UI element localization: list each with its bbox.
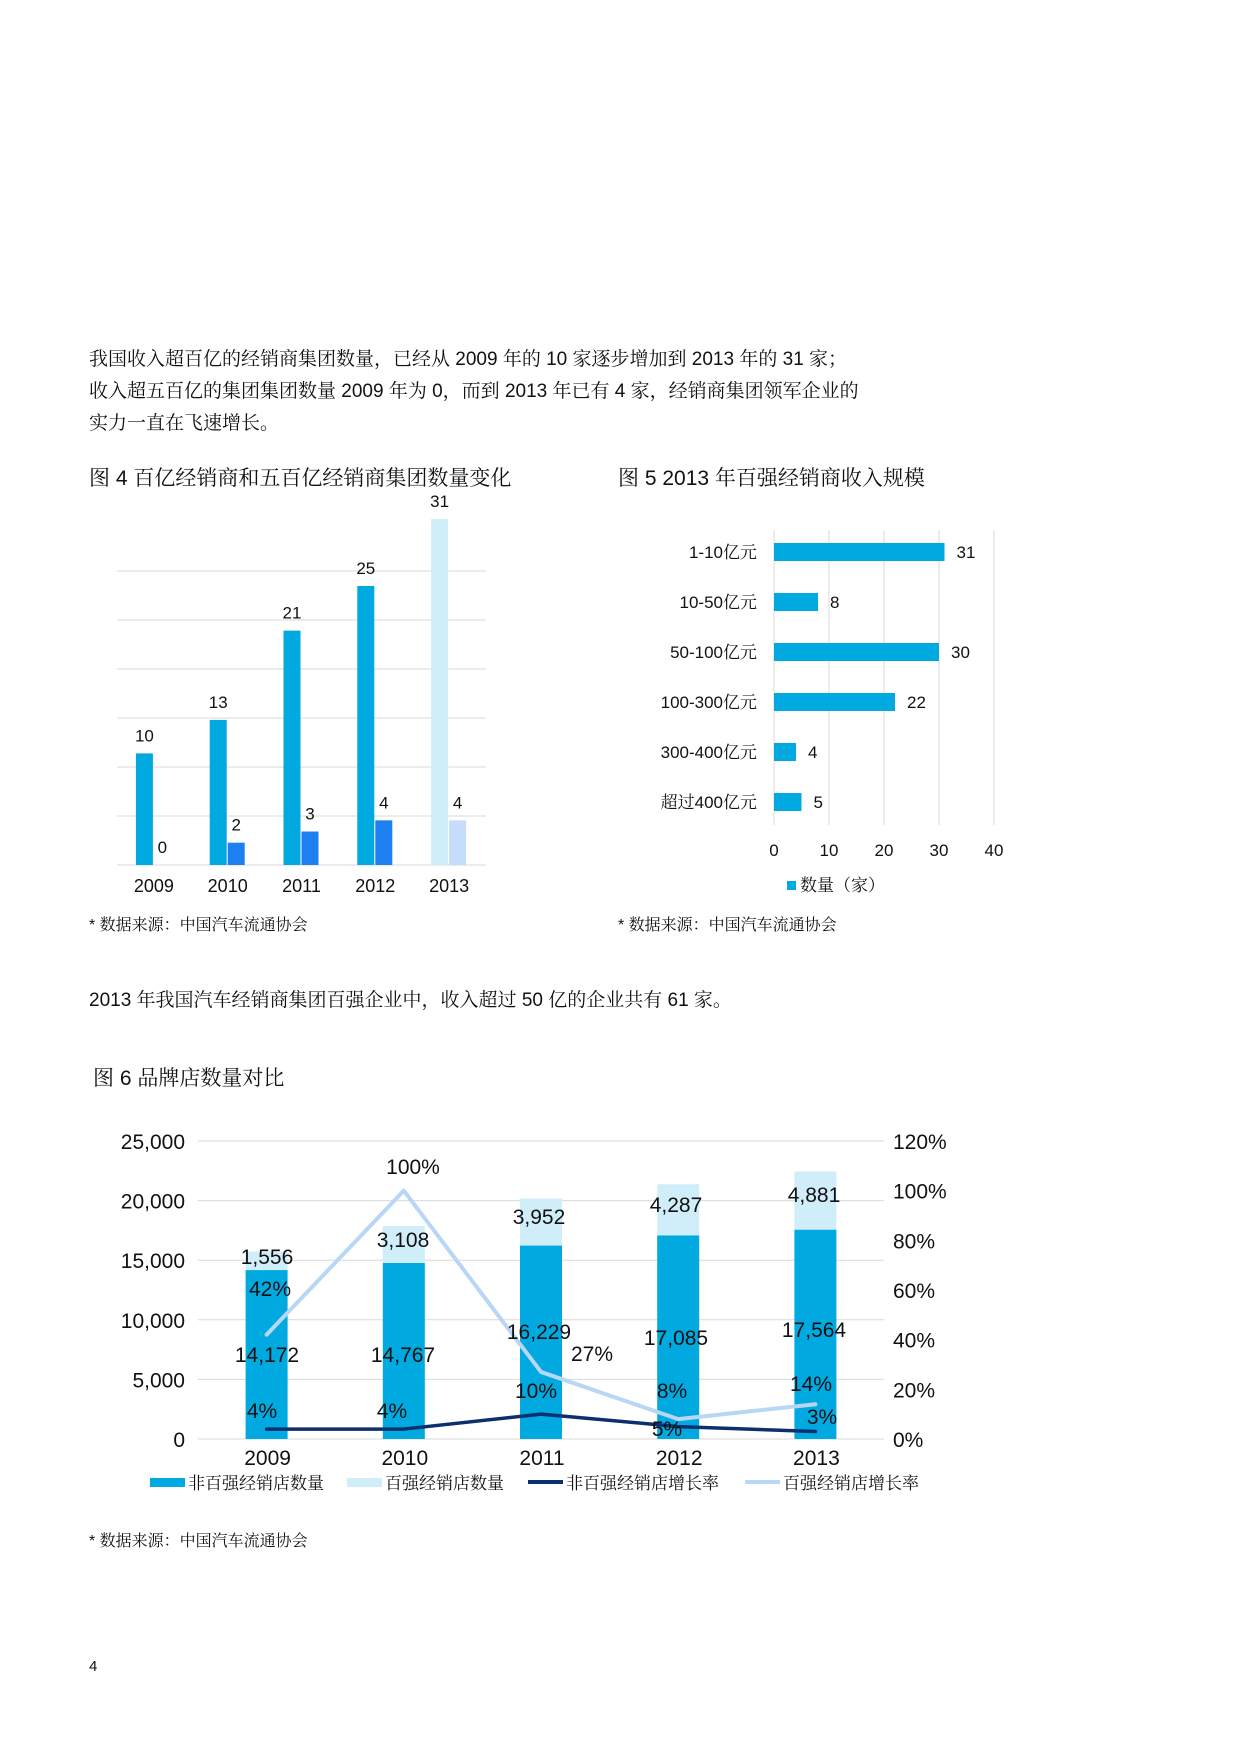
fig4-bar <box>302 832 319 865</box>
fig4-data-label: 4 <box>379 793 389 813</box>
fig6-legend-swatch <box>150 1478 185 1487</box>
fig6-label-top100: 4,287 <box>649 1194 703 1217</box>
fig6-label-top100: 3,952 <box>512 1206 566 1229</box>
fig6-legend-label: 百强经销店数量 <box>385 1474 504 1493</box>
fig6-x-tick: 2009 <box>244 1447 291 1470</box>
fig6-y-tick: 0 <box>173 1429 185 1452</box>
fig6-label-top100: 4,881 <box>787 1184 841 1207</box>
fig6-x-tick: 2012 <box>655 1447 703 1470</box>
fig6-label-non-top100: 17,564 <box>781 1319 847 1342</box>
intro-line: 实力一直在飞速增长。 <box>89 413 280 434</box>
fig6-legend-swatch <box>347 1478 382 1487</box>
fig4-data-label: 4 <box>452 793 463 813</box>
fig6-label-non-top100: 16,229 <box>506 1321 572 1344</box>
fig6-label-top100: 3,108 <box>376 1229 430 1252</box>
fig6-label-non-top100-growth: 3% <box>806 1406 838 1429</box>
fig6-label-top100-growth: 14% <box>789 1373 833 1396</box>
fig4-bar <box>431 519 448 865</box>
fig5-bar <box>774 743 796 761</box>
fig4-data-label: 21 <box>282 603 302 623</box>
fig5-bar <box>774 593 818 611</box>
fig4-bar <box>228 843 245 865</box>
fig6-y2-tick: 20% <box>893 1379 936 1403</box>
page-number: 4 <box>89 1658 98 1675</box>
fig5-data-label: 31 <box>956 543 976 562</box>
fig5-legend-swatch <box>787 881 796 890</box>
fig6-y-tick: 25,000 <box>120 1131 185 1154</box>
fig6-y2-tick: 0% <box>893 1429 924 1452</box>
fig6-y2-tick: 120% <box>893 1131 947 1154</box>
fig5-bar <box>774 643 939 661</box>
fig4-x-tick: 2009 <box>133 876 174 896</box>
fig6-label-top100: 1,556 <box>240 1246 294 1269</box>
fig6-label-non-top100: 14,767 <box>370 1344 436 1367</box>
fig5-data-label: 8 <box>830 593 840 612</box>
fig6-label-top100-growth: 100% <box>386 1156 440 1179</box>
fig6-label-non-top100-growth: 4% <box>376 1400 408 1423</box>
fig5-y-tick: 10-50亿元 <box>679 593 757 612</box>
fig5-y-tick: 300-400亿元 <box>660 743 757 762</box>
fig6-label-top100-growth: 27% <box>570 1343 614 1366</box>
fig4-data-label: 25 <box>356 558 376 578</box>
fig4-title: 图 4 百亿经销商和五百亿经销商集团数量变化 <box>89 467 512 490</box>
fig6-label-non-top100: 17,085 <box>643 1327 709 1350</box>
fig5-x-tick: 10 <box>819 841 839 860</box>
fig5-bar <box>774 543 945 561</box>
intro-line: 我国收入超百亿的经销商集团数量，已经从 2009 年的 10 家逐步增加到 2013 年的 31 家； <box>89 349 848 370</box>
fig4-data-label: 0 <box>157 838 168 857</box>
fig6-label-non-top100-growth: 4% <box>246 1400 278 1423</box>
fig5-bar <box>774 693 895 711</box>
fig5-y-tick: 50-100亿元 <box>670 643 757 662</box>
fig5-x-tick: 0 <box>769 841 779 860</box>
fig6-y-tick: 5,000 <box>132 1369 185 1393</box>
sentence-2-text: 2013 年我国汽车经销商集团百强企业中，收入超过 50 亿的企业共有 61 家。 <box>89 990 732 1011</box>
fig6-source: * 数据来源：中国汽车流通协会 <box>89 1533 308 1550</box>
fig6-y-tick: 15,000 <box>120 1250 185 1274</box>
fig5-x-tick: 40 <box>984 841 1004 860</box>
fig5-source: * 数据来源：中国汽车流通协会 <box>618 917 837 934</box>
fig6-label-non-top100-growth: 10% <box>514 1380 558 1403</box>
fig4-bar <box>449 820 466 865</box>
fig4-data-label: 3 <box>305 804 315 824</box>
fig5-data-label: 5 <box>813 793 823 812</box>
fig6-x-tick: 2013 <box>793 1447 840 1470</box>
fig5-title: 图 5 2013 年百强经销商收入规模 <box>618 467 925 490</box>
intro-line: 收入超五百亿的集团集团数量 2009 年为 0，而到 2013 年已有 4 家，经销商集团领军企业的 <box>89 381 859 402</box>
fig5-y-tick: 超过400亿元 <box>660 793 757 812</box>
fig4-bar <box>210 720 227 865</box>
sentence-2 <box>89 985 1089 1017</box>
fig6-title: 图 6 品牌店数量对比 <box>93 1067 285 1090</box>
fig6-y2-tick: 80% <box>893 1230 936 1254</box>
fig6-label-non-top100-growth: 5% <box>651 1418 683 1441</box>
fig4-data-label: 10 <box>134 726 154 746</box>
fig5-y-tick: 100-300亿元 <box>660 693 757 712</box>
fig5-data-label: 4 <box>808 743 818 762</box>
fig4-x-tick: 2012 <box>355 876 396 896</box>
fig4-x-tick: 2011 <box>282 876 321 896</box>
fig5-x-tick: 30 <box>929 841 949 860</box>
fig6-x-tick: 2011 <box>519 1447 565 1470</box>
fig6-y-tick: 10,000 <box>120 1309 185 1333</box>
fig4-bar <box>136 753 153 865</box>
fig4-x-tick: 2013 <box>429 876 470 896</box>
fig6-x-tick: 2010 <box>381 1447 429 1470</box>
fig6-y-tick: 20,000 <box>120 1190 185 1214</box>
fig4-bar <box>357 586 374 865</box>
fig5-x-tick: 20 <box>874 841 894 860</box>
fig6-y2-tick: 60% <box>893 1280 936 1303</box>
fig6-legend-label: 非百强经销店数量 <box>188 1474 324 1493</box>
fig6-y2-tick: 100% <box>893 1180 947 1204</box>
fig4-bar <box>284 631 301 865</box>
fig6-legend-label: 百强经销店增长率 <box>783 1474 919 1493</box>
fig5-bar <box>774 793 802 811</box>
fig6-label-non-top100: 14,172 <box>234 1344 300 1367</box>
fig4-bar <box>375 820 392 865</box>
fig4-x-tick: 2010 <box>207 876 248 896</box>
fig6-label-top100-growth: 8% <box>656 1380 688 1403</box>
fig4-source: * 数据来源：中国汽车流通协会 <box>89 917 308 934</box>
fig4-data-label: 13 <box>208 692 228 712</box>
fig6-label-top100-growth: 42% <box>248 1278 292 1301</box>
fig5-data-label: 30 <box>951 643 970 662</box>
fig4-data-label: 31 <box>430 492 450 511</box>
fig5-legend-label: 数量（家） <box>800 876 885 895</box>
fig5-data-label: 22 <box>907 693 926 712</box>
fig6-y2-tick: 40% <box>893 1329 936 1353</box>
fig4-data-label: 2 <box>231 815 241 835</box>
fig5-y-tick: 1-10亿元 <box>688 543 757 562</box>
fig6-legend-label: 非百强经销店增长率 <box>566 1474 719 1493</box>
